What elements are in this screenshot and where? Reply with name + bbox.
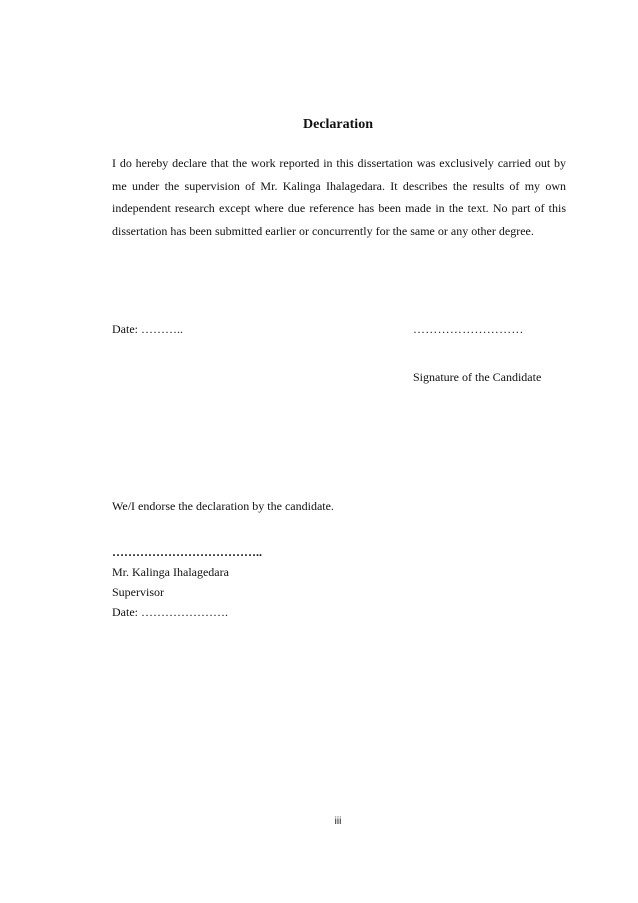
signature-label: Signature of the Candidate xyxy=(413,370,542,384)
supervisor-role: Supervisor xyxy=(112,585,164,599)
supervisor-date: Date: …………………. xyxy=(112,605,228,619)
supervisor-block xyxy=(112,542,262,622)
endorsement-text: We/I endorse the declaration by the candidate. xyxy=(112,499,334,513)
supervisor-name: Mr. Kalinga Ihalagedara xyxy=(112,565,229,579)
declaration-paragraph xyxy=(112,152,566,242)
candidate-date: Date: ……….. xyxy=(112,322,183,336)
supervisor-signature-line: ……………………………….. xyxy=(112,545,262,559)
declaration-text: I do hereby declare that the work reported in this dissertation was exclusively carried out by me under the supervision of Mr. Kalinga Ihalagedara. It describes the results of my own independent research except where due reference has been made in the text. No part of this dissertation has been submitted earlier or concurrently for the same or any other degree. xyxy=(112,156,566,238)
page-title: Declaration xyxy=(303,117,373,132)
signature-line: ……………………… xyxy=(413,322,524,336)
page-number: iii xyxy=(334,816,342,827)
